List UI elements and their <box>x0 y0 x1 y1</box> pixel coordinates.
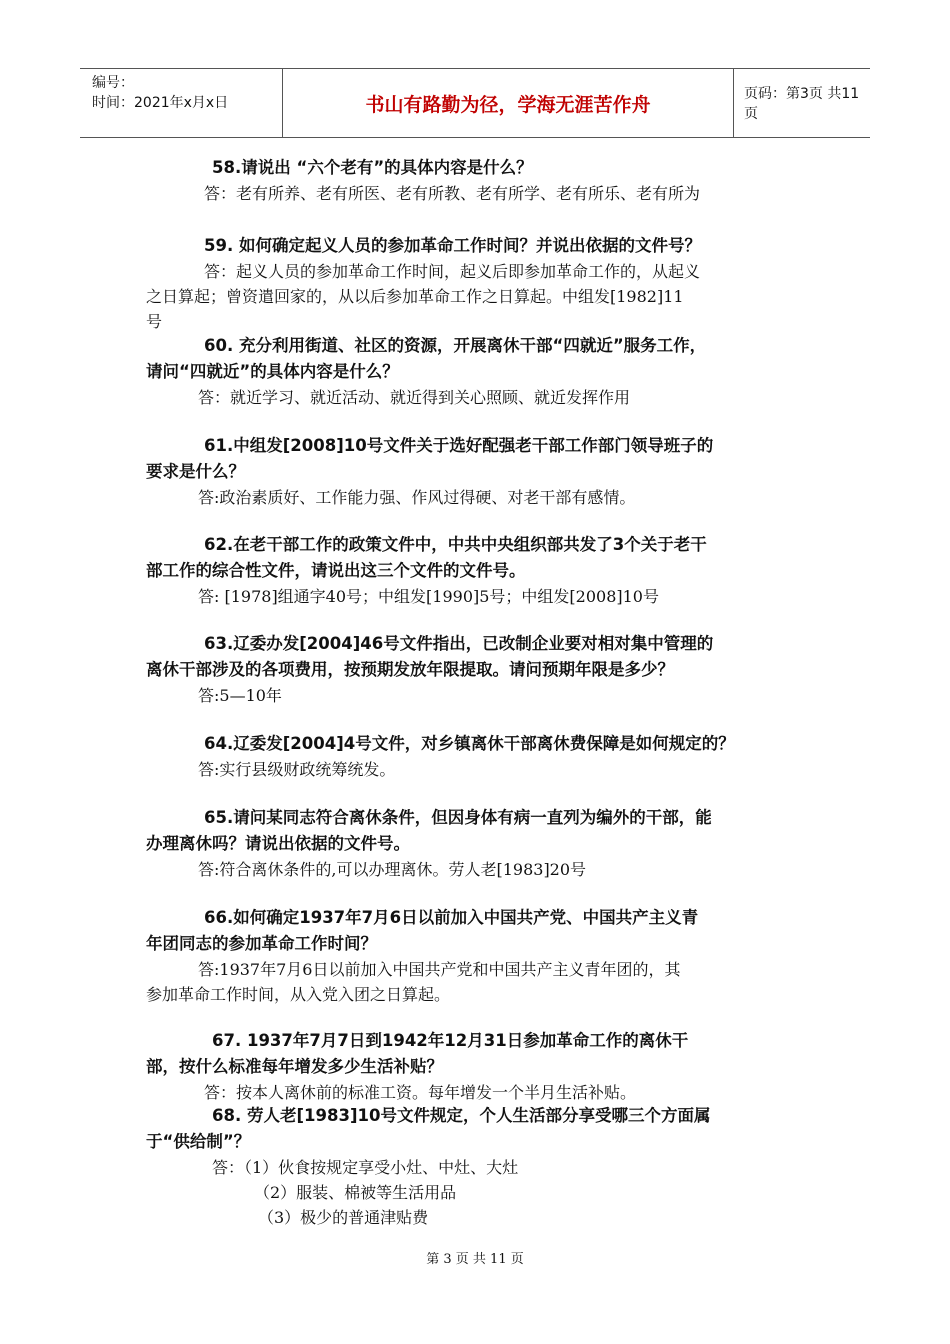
document-number-label: 编号： <box>92 75 134 91</box>
qa-item-62 <box>146 532 806 609</box>
question-58: 58.请说出 “六个老有”的具体内容是什么？ <box>212 158 533 177</box>
header-page-info: 页码：第3页 共11页 <box>744 86 860 122</box>
question-63-line-2: 离休干部涉及的各项费用，按预期发放年限提取。请问预期年限是多少？ <box>146 660 674 679</box>
question-64: 64.辽委发[2004]4号文件，对乡镇离休干部离休费保障是如何规定的？ <box>204 734 735 753</box>
header-motto: 书山有路勤为径，学海无涯苦作舟 <box>282 69 734 137</box>
qa-item-65 <box>146 805 806 882</box>
question-61: 61.中组发[2008]10号文件关于选好配强老干部工作部门领导班子的 <box>204 436 714 455</box>
answer-63-line-1: 答:5—10年 <box>198 686 282 705</box>
question-68: 68. 劳人老[1983]10号文件规定，个人生活部分享受哪三个方面属 <box>212 1106 711 1125</box>
answer-64-line-1: 答:实行县级财政统筹统发。 <box>198 760 396 779</box>
qa-item-60 <box>146 333 806 410</box>
qa-item-61 <box>146 433 806 510</box>
question-63: 63.辽委办发[2004]46号文件指出，已改制企业要对相对集中管理的 <box>204 634 714 653</box>
answer-60-line-1: 答：就近学习、就近活动、就近得到关心照顾、就近发挥作用 <box>198 388 631 407</box>
answer-66-line-2: 参加革命工作时间，从入党入团之日算起。 <box>146 985 451 1004</box>
document-date-label: 时间：2021年x月x日 <box>92 95 229 111</box>
answer-65-line-1: 答:符合离休条件的,可以办理离休。劳人老[1983]20号 <box>198 860 587 879</box>
question-67: 67. 1937年7月7日到1942年12月31日参加革命工作的离休干 <box>212 1031 689 1050</box>
question-68-line-2: 于“供给制”？ <box>146 1132 251 1151</box>
question-65: 65.请问某同志符合离休条件，但因身体有病一直列为编外的干部，能 <box>204 808 712 827</box>
question-67-line-2: 部，按什么标准每年增发多少生活补贴？ <box>146 1057 443 1076</box>
question-66: 66.如何确定1937年7月6日以前加入中国共产党、中国共产主义青 <box>204 908 699 927</box>
qa-item-63 <box>146 631 806 708</box>
qa-item-64 <box>146 731 816 782</box>
question-66-line-2: 年团同志的参加革命工作时间？ <box>146 934 377 953</box>
question-65-line-2: 办理离休吗？请说出依据的文件号。 <box>146 834 410 853</box>
answer-68-line-1: 答：（1）伙食按规定享受小灶、中灶、大灶 <box>212 1158 519 1177</box>
question-60: 60. 充分利用街道、社区的资源，开展离休干部“四就近”服务工作， <box>204 336 707 355</box>
qa-item-66 <box>146 905 806 1007</box>
answer-59-line-3: 号 <box>146 312 163 331</box>
answer-59-line-2: 之日算起；曾资遣回家的，从以后参加革命工作之日算起。中组发[1982]11 <box>146 287 684 306</box>
qa-item-68 <box>146 1103 806 1230</box>
question-59: 59. 如何确定起义人员的参加革命工作时间？并说出依据的文件号？ <box>204 236 701 255</box>
header-meta <box>80 69 282 137</box>
answer-58-line-1: 答：老有所养、老有所医、老有所教、老有所学、老有所乐、老有所为 <box>204 184 701 203</box>
question-60-line-2: 请问“四就近”的具体内容是什么？ <box>146 362 399 381</box>
answer-68-line-3: （3）极少的普通津贴费 <box>258 1208 429 1227</box>
answer-61-line-1: 答:政治素质好、工作能力强、作风过得硬、对老干部有感情。 <box>198 488 636 507</box>
page-header <box>80 68 870 138</box>
qa-item-67 <box>146 1028 806 1105</box>
question-61-line-2: 要求是什么？ <box>146 462 245 481</box>
page-footer: 第 3 页 共 11 页 <box>426 1252 524 1267</box>
qa-item-59 <box>146 233 806 334</box>
answer-66-line-1: 答:1937年7月6日以前加入中国共产党和中国共产主义青年团的，其 <box>198 960 681 979</box>
answer-68-line-2: （2）服装、棉被等生活用品 <box>254 1183 457 1202</box>
answer-59-line-1: 答：起义人员的参加革命工作时间，起义后即参加革命工作的，从起义 <box>204 262 701 281</box>
question-62: 62.在老干部工作的政策文件中，中共中央组织部共发了3个关于老干 <box>204 535 707 554</box>
question-62-line-2: 部工作的综合性文件，请说出这三个文件的文件号。 <box>146 561 526 580</box>
qa-item-58 <box>146 155 806 206</box>
answer-62-line-1: 答: [1978]组通字40号；中组发[1990]5号；中组发[2008]10号 <box>198 587 659 606</box>
answer-67-line-1: 答：按本人离休前的标准工资。每年增发一个半月生活补贴。 <box>204 1083 637 1102</box>
